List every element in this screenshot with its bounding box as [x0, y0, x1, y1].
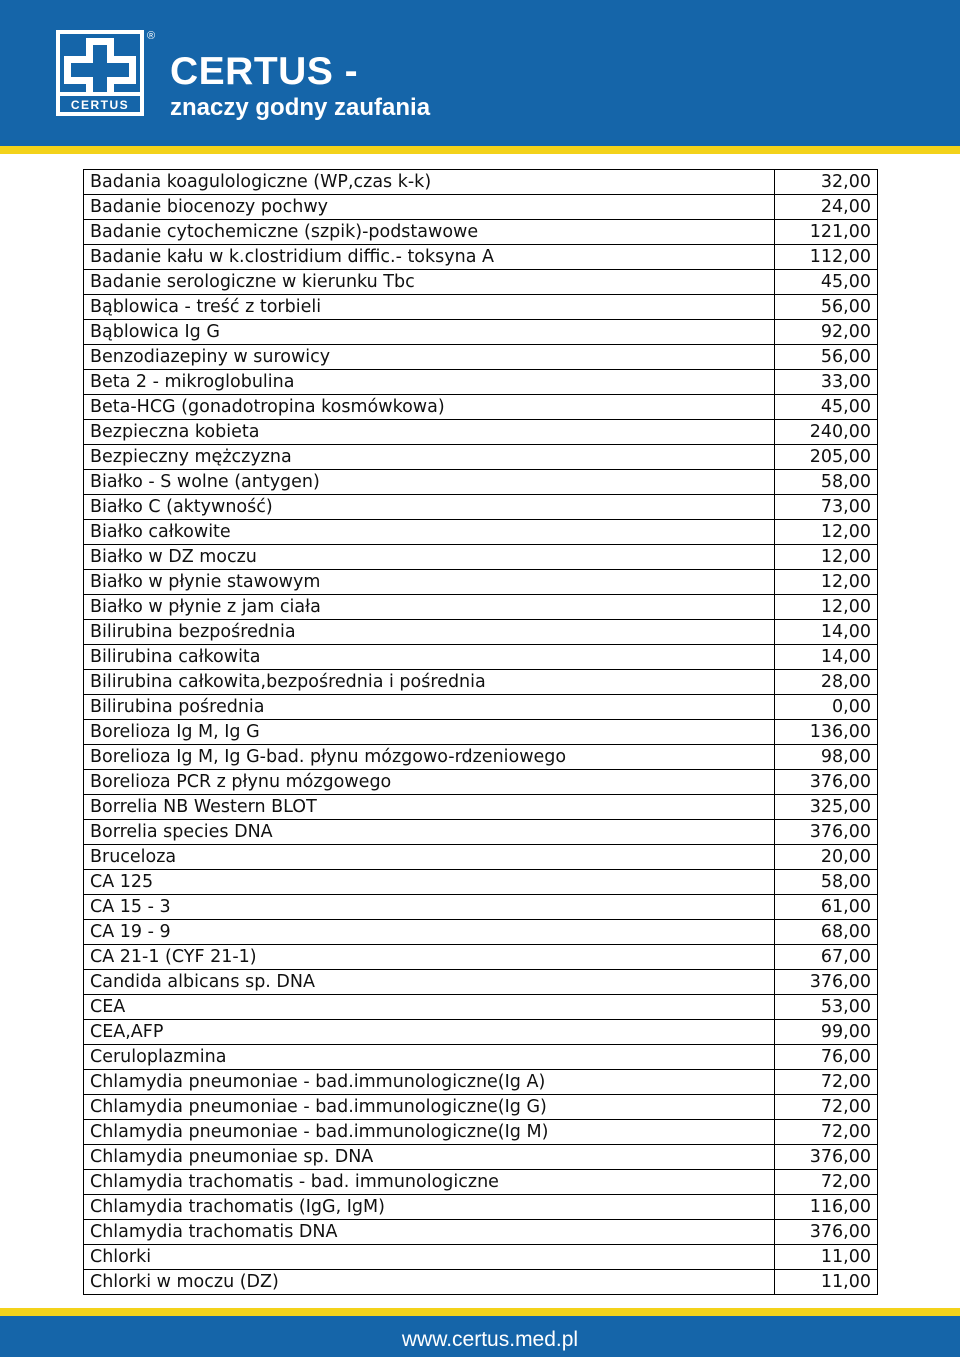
test-name: Chlamydia pneumoniae - bad.immunologiczne(Ig M) [84, 1120, 775, 1145]
test-price: 12,00 [775, 545, 878, 570]
cross-logo-icon [56, 30, 144, 116]
test-name: Bąblowica - treść z torbieli [84, 295, 775, 320]
test-name: Borelioza PCR z płynu mózgowego [84, 770, 775, 795]
table-row [84, 270, 878, 295]
test-name: Badanie serologiczne w kierunku Tbc [84, 270, 775, 295]
test-price: 11,00 [775, 1270, 878, 1295]
test-name: Białko w DZ moczu [84, 545, 775, 570]
table-row [84, 1145, 878, 1170]
test-price: 72,00 [775, 1070, 878, 1095]
test-name: CA 15 - 3 [84, 895, 775, 920]
test-price: 14,00 [775, 620, 878, 645]
test-price: 11,00 [775, 1245, 878, 1270]
table-row [84, 770, 878, 795]
header-banner [0, 0, 960, 146]
test-name: Chlamydia trachomatis DNA [84, 1220, 775, 1245]
table-row [84, 745, 878, 770]
test-price: 45,00 [775, 270, 878, 295]
test-name: Bezpieczna kobieta [84, 420, 775, 445]
brand-subtitle: znaczy godny zaufania [170, 94, 431, 121]
test-name: CA 19 - 9 [84, 920, 775, 945]
test-name: Ceruloplazmina [84, 1045, 775, 1070]
test-price: 121,00 [775, 220, 878, 245]
test-price: 240,00 [775, 420, 878, 445]
price-table [83, 169, 878, 1295]
test-name: CA 21-1 (CYF 21-1) [84, 945, 775, 970]
test-price: 24,00 [775, 195, 878, 220]
test-price: 112,00 [775, 245, 878, 270]
test-price: 67,00 [775, 945, 878, 970]
test-price: 376,00 [775, 1220, 878, 1245]
test-name: Beta 2 - mikroglobulina [84, 370, 775, 395]
table-row [84, 220, 878, 245]
table-row [84, 320, 878, 345]
table-row [84, 995, 878, 1020]
table-row [84, 820, 878, 845]
test-name: Borrelia species DNA [84, 820, 775, 845]
table-row [84, 370, 878, 395]
test-price: 12,00 [775, 570, 878, 595]
test-name: Chlorki [84, 1245, 775, 1270]
table-row [84, 1220, 878, 1245]
test-name: Chlorki w moczu (DZ) [84, 1270, 775, 1295]
table-row [84, 720, 878, 745]
test-price: 92,00 [775, 320, 878, 345]
table-row [84, 1120, 878, 1145]
test-price: 76,00 [775, 1045, 878, 1070]
test-name: Bilirubina całkowita [84, 645, 775, 670]
logo-label: CERTUS [70, 98, 130, 112]
test-name: CA 125 [84, 870, 775, 895]
table-row [84, 470, 878, 495]
test-price: 325,00 [775, 795, 878, 820]
test-price: 28,00 [775, 670, 878, 695]
table-row [84, 920, 878, 945]
test-price: 61,00 [775, 895, 878, 920]
table-row [84, 495, 878, 520]
test-name: CEA,AFP [84, 1020, 775, 1045]
table-row [84, 1245, 878, 1270]
test-price: 56,00 [775, 295, 878, 320]
test-price: 20,00 [775, 845, 878, 870]
table-row [84, 620, 878, 645]
test-name: Bilirubina bezpośrednia [84, 620, 775, 645]
table-row [84, 545, 878, 570]
test-price: 136,00 [775, 720, 878, 745]
test-name: Bąblowica Ig G [84, 320, 775, 345]
table-row [84, 970, 878, 995]
test-price: 56,00 [775, 345, 878, 370]
test-name: Chlamydia trachomatis (IgG, IgM) [84, 1195, 775, 1220]
table-row [84, 1020, 878, 1045]
test-name: Borelioza Ig M, Ig G [84, 720, 775, 745]
table-row [84, 895, 878, 920]
table-row [84, 1070, 878, 1095]
test-name: Badanie biocenozy pochwy [84, 195, 775, 220]
table-row [84, 1195, 878, 1220]
certus-logo [56, 30, 144, 116]
test-name: Chlamydia pneumoniae - bad.immunologiczne(Ig A) [84, 1070, 775, 1095]
test-price: 376,00 [775, 820, 878, 845]
test-price: 12,00 [775, 595, 878, 620]
table-row [84, 395, 878, 420]
test-name: Białko w płynie stawowym [84, 570, 775, 595]
test-name: Beta-HCG (gonadotropina kosmówkowa) [84, 395, 775, 420]
test-price: 376,00 [775, 770, 878, 795]
test-name: Bilirubina całkowita,bezpośrednia i pośrednia [84, 670, 775, 695]
table-row [84, 595, 878, 620]
table-row [84, 420, 878, 445]
test-name: Bezpieczny mężczyzna [84, 445, 775, 470]
table-row [84, 870, 878, 895]
test-price: 68,00 [775, 920, 878, 945]
test-price: 376,00 [775, 970, 878, 995]
table-row [84, 445, 878, 470]
table-row [84, 670, 878, 695]
table-row [84, 195, 878, 220]
test-price: 58,00 [775, 870, 878, 895]
footer-accent-stripe [0, 1308, 960, 1316]
test-price: 116,00 [775, 1195, 878, 1220]
test-price: 99,00 [775, 1020, 878, 1045]
table-row [84, 520, 878, 545]
test-name: Candida albicans sp. DNA [84, 970, 775, 995]
table-row [84, 1270, 878, 1295]
test-name: Benzodiazepiny w surowicy [84, 345, 775, 370]
test-price: 72,00 [775, 1120, 878, 1145]
table-row [84, 345, 878, 370]
table-row [84, 945, 878, 970]
test-price: 72,00 [775, 1095, 878, 1120]
test-name: Białko C (aktywność) [84, 495, 775, 520]
test-price: 12,00 [775, 520, 878, 545]
table-row [84, 1170, 878, 1195]
test-name: Borrelia NB Western BLOT [84, 795, 775, 820]
table-row [84, 295, 878, 320]
test-price: 72,00 [775, 1170, 878, 1195]
test-name: Bilirubina pośrednia [84, 695, 775, 720]
test-name: Borelioza Ig M, Ig G-bad. płynu mózgowo-rdzeniowego [84, 745, 775, 770]
table-row [84, 845, 878, 870]
test-price: 376,00 [775, 1145, 878, 1170]
header-accent-stripe [0, 146, 960, 154]
test-price: 53,00 [775, 995, 878, 1020]
test-price: 98,00 [775, 745, 878, 770]
table-row [84, 570, 878, 595]
table-row [84, 695, 878, 720]
table-row [84, 1095, 878, 1120]
test-name: CEA [84, 995, 775, 1020]
test-price: 205,00 [775, 445, 878, 470]
test-price: 0,00 [775, 695, 878, 720]
table-row [84, 245, 878, 270]
footer-website-link[interactable]: www.certus.med.pl [401, 1328, 579, 1351]
test-name: Badanie kału w k.clostridium diffic.- toksyna A [84, 245, 775, 270]
test-price: 14,00 [775, 645, 878, 670]
test-price: 32,00 [775, 170, 878, 195]
test-name: Białko - S wolne (antygen) [84, 470, 775, 495]
test-name: Białko całkowite [84, 520, 775, 545]
test-price: 33,00 [775, 370, 878, 395]
test-price: 73,00 [775, 495, 878, 520]
table-row [84, 1045, 878, 1070]
price-table-body [84, 170, 878, 1295]
test-name: Chlamydia pneumoniae sp. DNA [84, 1145, 775, 1170]
test-price: 58,00 [775, 470, 878, 495]
test-price: 45,00 [775, 395, 878, 420]
test-name: Bruceloza [84, 845, 775, 870]
test-name: Chlamydia pneumoniae - bad.immunologiczne(Ig G) [84, 1095, 775, 1120]
table-row [84, 795, 878, 820]
table-row [84, 645, 878, 670]
table-row [84, 170, 878, 195]
test-name: Badanie cytochemiczne (szpik)-podstawowe [84, 220, 775, 245]
test-name: Białko w płynie z jam ciała [84, 595, 775, 620]
brand-title: CERTUS - [170, 50, 359, 93]
test-name: Chlamydia trachomatis - bad. immunologiczne [84, 1170, 775, 1195]
registered-mark: ® [147, 30, 156, 42]
test-name: Badania koagulologiczne (WP,czas k-k) [84, 170, 775, 195]
